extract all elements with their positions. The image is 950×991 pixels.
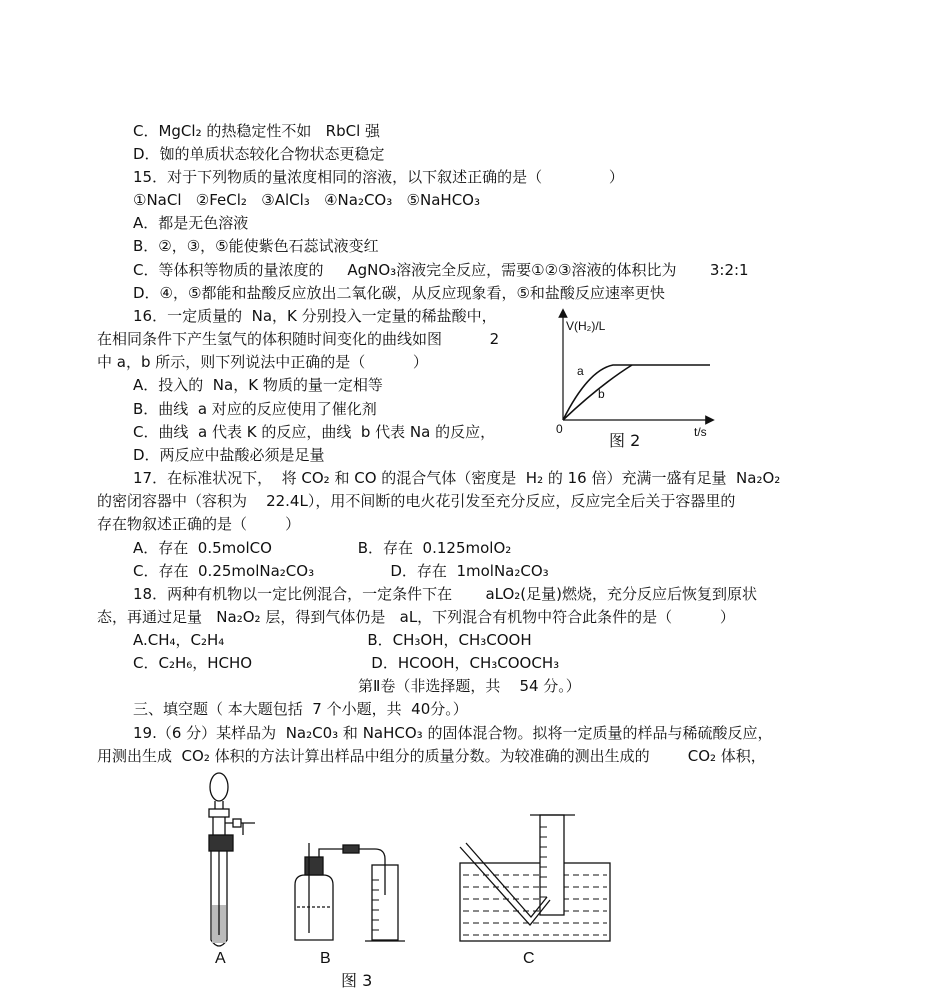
figure-3-caption: 图 3 (341, 971, 373, 990)
section-3-title: 三、填空题（ 本大题包括 7 个小题，共 40分。） (133, 700, 468, 718)
figure-2-caption: 图 2 (609, 431, 641, 450)
curve-b-label: b (598, 387, 605, 401)
question-15-stem: 15．对于下列物质的量浓度相同的溶液，以下叙述正确的是（ ） (133, 168, 624, 186)
q18-options-ab: A.CH₄，C₂H₄ B．CH₃OH，CH₃COOH (133, 631, 532, 649)
question-19-stem-2: 用测出生成 CO₂ 体积的方法计算出样品中组分的质量分数。为较准确的测出生成的 CO₂ 体积， (97, 747, 766, 765)
figure-3-apparatus (195, 765, 625, 965)
q16-option-b: B．曲线 a 对应的反应使用了催化剂 (133, 400, 377, 418)
apparatus-a (209, 773, 255, 946)
question-19-stem-1: 19.（6 分）某样品为 Na₂C0₃ 和 NaHCO₃ 的固体混合物。拟将一定质量的样品与稀硫酸反应， (133, 724, 773, 742)
question-17-stem-2: 的密闭容器中（容积为 22.4L），用不间断的电火花引发至充分反应，反应完全后关于容器里的 (97, 492, 736, 510)
option-15c-prev: C．MgCl₂ 的热稳定性不如 RbCl 强 (133, 122, 381, 140)
y-axis-label: V(H₂)/L (566, 319, 606, 333)
q15-option-c: C．等体积等物质的量浓度的 AgNO₃溶液完全反应，需要①②③溶液的体积比为 3:2:1 (133, 261, 749, 279)
question-15-substances: ①NaCl ②FeCl₂ ③AlCl₃ ④Na₂CO₃ ⑤NaHCO₃ (133, 191, 480, 209)
q16-option-c: C．曲线 a 代表 K 的反应，曲线 b 代表 Na 的反应， (133, 423, 496, 441)
question-18-stem-2: 态，再通过足量 Na₂O₂ 层，得到气体仍是 aL，下列混合有机物中符合此条件的是（ ） (97, 608, 735, 626)
q15-option-d: D．④，⑤都能和盐酸反应放出二氧化碳，从反应现象看，⑤和盐酸反应速率更快 (133, 284, 665, 302)
q16-option-d: D．两反应中盐酸必须是足量 (133, 446, 325, 464)
q17-options-cd: C．存在 0.25molNa₂CO₃ D．存在 1molNa₂CO₃ (133, 562, 549, 580)
x-axis-label: t/s (694, 425, 707, 439)
q17-options-ab: A．存在 0.5molCO B．存在 0.125molO₂ (133, 539, 512, 557)
q16-option-a: A．投入的 Na，K 物质的量一定相等 (133, 376, 383, 394)
origin-label: 0 (556, 422, 563, 436)
option-15d-prev: D．铷的单质状态较化合物状态更稳定 (133, 145, 385, 163)
q15-option-a: A．都是无色溶液 (133, 214, 249, 232)
q18-options-cd: C．C₂H₆，HCHO D．HCOOH，CH₃COOCH₃ (133, 654, 560, 672)
question-18-stem-1: 18．两种有机物以一定比例混合，一定条件下在 aLO₂(足量)燃烧，充分反应后恢复到原状 (133, 585, 758, 603)
apparatus-b (295, 843, 405, 941)
question-17-stem-3: 存在物叙述正确的是（ ） (97, 515, 301, 533)
apparatus-c-label: C (523, 950, 535, 965)
apparatus-b-label: B (320, 950, 331, 965)
question-17-stem-1: 17．在标准状况下， 将 CO₂ 和 CO 的混合气体（密度是 H₂ 的 16 倍）充满一盛有足量 Na₂O₂ (133, 469, 781, 487)
apparatus-c (460, 815, 610, 941)
curve-a (563, 365, 710, 420)
question-16-stem-1: 16．一定质量的 Na，K 分别投入一定量的稀盐酸中， (133, 307, 497, 325)
curve-a-label: a (577, 364, 584, 378)
question-16-stem-3: 中 a，b 所示，则下列说法中正确的是（ ） (97, 353, 428, 371)
q15-option-b: B．②，③，⑤能使紫色石蕊试液变红 (133, 237, 379, 255)
section-2-title: 第Ⅱ卷（非选择题，共 54 分。） (358, 677, 581, 695)
question-16-stem-2: 在相同条件下产生氢气的体积随时间变化的曲线如图 2 (97, 330, 500, 348)
apparatus-a-label: A (215, 950, 226, 965)
